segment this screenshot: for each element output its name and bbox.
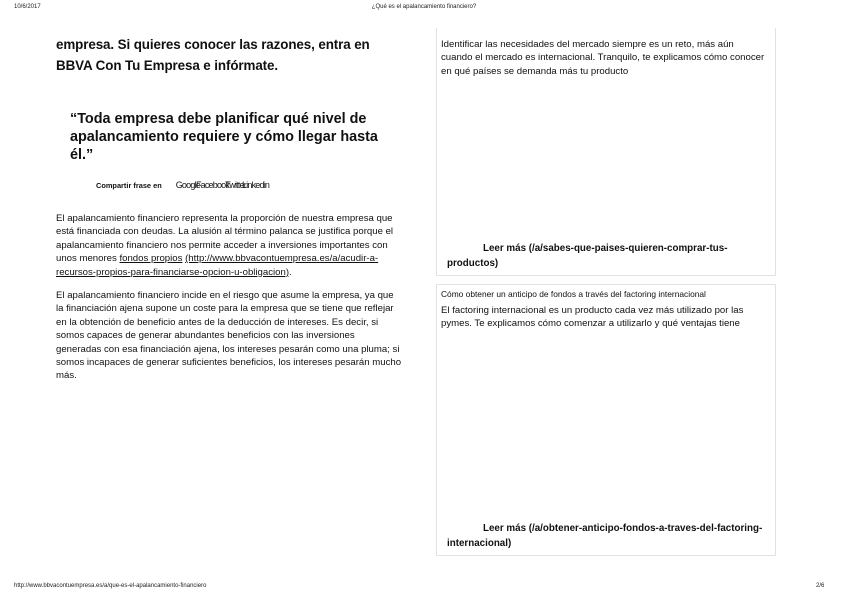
related-card-description: El factoring internacional es un producto cada vez más utilizado por las pymes. Te explicamos cómo comenzar a utilizarlo y qué ventajas tiene <box>441 305 744 330</box>
share-quote-bar <box>96 180 402 190</box>
related-card-description: Identificar las necesidades del mercado siempre es un reto, más aún cuando el mercado es internacional. Tranquilo, te explicamos cómo conocer en qué países se demanda más tu producto <box>441 39 765 77</box>
print-page-number: 2/6 <box>816 583 825 589</box>
read-more-link[interactable]: Leer más (/a/sabes-que-paises-quieren-comprar-tus-productos) <box>447 243 728 269</box>
share-linkedin-link[interactable]: Linkedin <box>241 180 270 190</box>
fondos-propios-link[interactable]: fondos propios <box>119 253 183 265</box>
share-label: Compartir frase en <box>96 181 162 190</box>
share-twitter-link[interactable]: Twitter <box>225 180 246 190</box>
related-card-title[interactable]: Cómo obtener un anticipo de fondos a través del factoring internacional <box>441 289 706 299</box>
pull-quote: “Toda empresa debe planificar qué nivel de apalancamiento requiere y cómo llegar hasta él.” <box>70 111 378 163</box>
share-links <box>175 180 270 190</box>
article-column <box>56 34 402 383</box>
related-article-card <box>436 284 776 556</box>
article-paragraph-2: El apalancamiento financiero incide en el riesgo que asume la empresa, ya que la financiación ajena supone un coste para la empresa que se tiene que reflejar en la obtención de beneficio antes de la deducción de intereses. Es decir, si somos capaces de generar abundantes beneficios con las inversiones generadas con esa financiación ajena, los intereses pesarán como una pluma; si somos incapaces de generar suficientes beneficios, los intereses pesarán mucho más. <box>56 290 402 382</box>
fondos-propios-url-link[interactable]: (http://www.bbvacontuempresa.es/a/acudir-a-recursos-propios-para-financiarse-opcion-u-obligacion) <box>56 253 379 278</box>
read-more-link[interactable]: Leer más (/a/obtener-anticipo-fondos-a-traves-del-factoring-internacional) <box>447 523 763 549</box>
article-paragraph-1 <box>56 212 402 279</box>
related-article-card <box>436 28 776 276</box>
share-google-link[interactable]: Google <box>175 180 200 190</box>
print-footer-url: http://www.bbvacontuempresa.es/a/que-es-el-apalancamiento-financiero <box>14 583 207 589</box>
print-page-title: ¿Qué es el apalancamiento financiero? <box>371 4 477 10</box>
article-lead: empresa. Si quieres conocer las razones, entra en BBVA Con Tu Empresa e infórmate. <box>56 37 370 73</box>
paragraph-1-end: . <box>289 266 292 278</box>
paragraph-1-text: El apalancamiento financiero representa la proporción de nuestra empresa que está financiada con deudas. La alusión al término palanca se justifica porque el apalancamiento financiero nos permite acceder a inversiones importantes con unos menores <box>56 213 394 265</box>
share-facebook-link[interactable]: Facebook <box>195 180 230 190</box>
print-date: 10/6/2017 <box>14 4 41 10</box>
